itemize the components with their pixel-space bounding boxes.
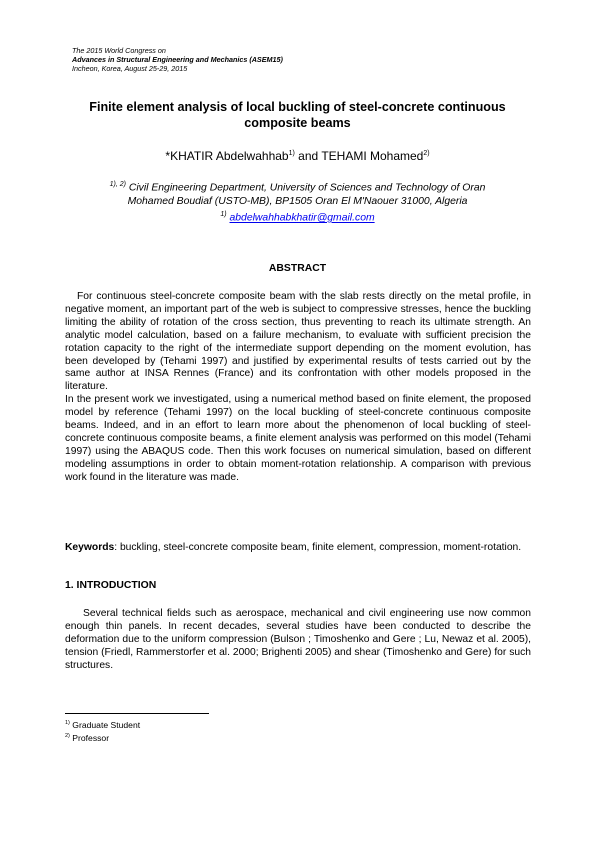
footnote (65, 731, 140, 744)
author-1-mark: 1) (288, 150, 295, 157)
footnote-text: Professor (69, 732, 110, 743)
email-link[interactable]: abdelwahhabkhatir@gmail.com (229, 212, 375, 224)
affiliation-mark: 1), 2) (109, 181, 126, 188)
affiliation-line-1: Civil Engineering Department, University of Sciences and Technology of Oran (125, 182, 486, 194)
keywords-text: : buckling, steel-concrete composite beam, finite element, compression, moment-rotation. (114, 542, 522, 553)
section-heading-introduction: 1. INTRODUCTION (65, 580, 157, 591)
footnote-mark: 1) (65, 720, 70, 726)
affiliation (40, 178, 555, 225)
footnote-text: Graduate Student (69, 719, 141, 730)
conference-header (72, 46, 283, 73)
footnote (65, 718, 140, 731)
footnote-divider (65, 713, 209, 714)
abstract-paragraph-2: In the present work we investigated, using a numerical method based on finite element, the proposed model by reference (Tehami 1997) on the local buckling of steel-concrete continuous composite beams. Indeed, and in an effort to learn more about the phenomenon of local buckling of steel-concrete continuous composite beams, a finite element analysis was performed on this model (Tehami 1997) using the ABAQUS code. Then this work focuses on numerical simulation, based on different modeling assumptions in order to obtain moment-rotation relationship. A comparison with previous work found in the literature was made. (65, 394, 531, 483)
author-list (40, 147, 555, 163)
abstract-heading: ABSTRACT (268, 263, 327, 274)
author-2-mark: 2) (423, 150, 430, 157)
keywords-label: Keywords (65, 542, 115, 553)
email-mark: 1) (220, 211, 227, 219)
paper-title (40, 99, 555, 131)
conference-line-3: Incheon, Korea, August 25-29, 2015 (72, 64, 188, 73)
author-connector: and (294, 149, 322, 163)
affiliation-line-2: Mohamed Boudiaf (USTO-MB), BP1505 Oran El M'Naouer 31000, Algeria (127, 195, 468, 207)
abstract-body (65, 291, 531, 485)
title-line-2: composite beams (244, 116, 351, 130)
abstract-paragraph-1: For continuous steel-concrete composite beam with the slab rests directly on the metal profile, in negative moment, an important part of the web is subject to compressive stresses, hence the buckling limiting the ability of rotation of the cross section, thus preventing to reach its ultimate strength. An analytic model calculation, based on a failure mechanism, to evaluate with sufficient precision the rotation capacity to the right of the intermediate support depending on the moment evolution, has been developed by (Tehami 1997) and justified by experimental results of tests carried out by the same author at INSA Rennes (France) and its confrontation with other models proposed in the literature. (65, 291, 531, 393)
conference-line-1: The 2015 World Congress on (72, 46, 166, 55)
introduction-paragraph: Several technical fields such as aerospace, mechanical and civil engineering use now common enough thin panels. In recent decades, several studies have been conducted to describe the deformation due to the uniform compression (Bulson ; Timoshenko and Gere ; Lu, Newaz et al. 2005), tension (Friedl, Rammerstorfer et al. 2000; Brighenti 2005) and shear (Timoshenko and Gere) for such structures. (65, 608, 531, 671)
author-2: TEHAMI Mohamed (321, 149, 424, 163)
keywords (65, 542, 531, 555)
title-line-1: Finite element analysis of local buckling of steel-concrete continuous (89, 100, 506, 114)
conference-line-2: Advances in Structural Engineering and Mechanics (ASEM15) (72, 55, 283, 64)
author-1: *KHATIR Abdelwahhab (165, 149, 289, 163)
footnote-mark: 2) (65, 732, 70, 739)
footnotes (65, 718, 140, 744)
